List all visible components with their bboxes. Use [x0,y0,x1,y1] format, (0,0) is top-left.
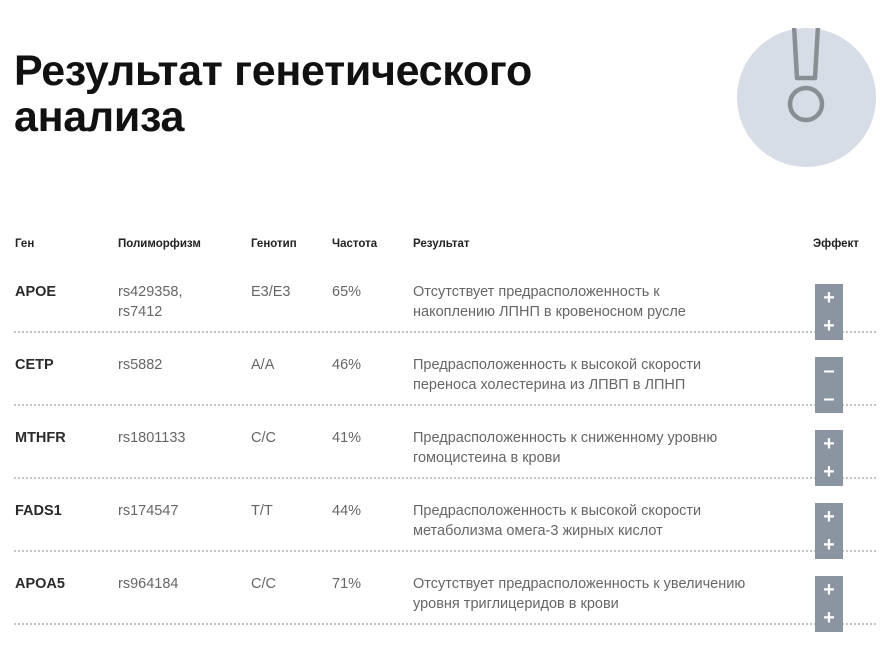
polymorphism-line: rs1801133 [118,430,186,446]
polymorphism [118,428,248,448]
header-genotype: Генотип [251,238,297,250]
genotype: T/T [251,503,273,519]
frequency: 41% [332,430,362,446]
result-line: накоплению ЛПНП в кровеносном русле [413,304,686,320]
header-gene: Ген [15,238,35,250]
table-row [14,552,876,629]
polymorphism [118,282,248,322]
result [413,355,813,395]
result [413,282,813,322]
results-table [14,230,876,629]
effect [815,576,876,632]
effect [815,357,876,413]
gene-name: CETP [15,357,54,373]
result-line: уровня триглицеридов в крови [413,596,619,612]
table-header [14,230,876,260]
effect-marker: + [815,503,843,531]
result-line: гомоцистеина в крови [413,450,561,466]
header-effect: Эффект [813,238,859,250]
result-line: Предрасположенность к сниженному уровню [413,430,718,446]
genotype: C/C [251,576,276,592]
attention-badge [737,28,876,167]
header-frequency: Частота [332,238,378,250]
result-line: переноса холестерина из ЛПВП в ЛПНП [413,377,686,393]
effect-marker: + [815,458,843,486]
polymorphism [118,574,248,594]
gene-name: MTHFR [15,430,66,446]
genotype: A/A [251,357,275,373]
effect-marker: – [815,357,843,385]
table-row [14,260,876,337]
polymorphism-line: rs964184 [118,576,179,592]
frequency: 44% [332,503,362,519]
gene-name: APOE [15,284,57,300]
result-line: Отсутствует предрасположенность к [413,284,660,300]
effect-marker: + [815,284,843,312]
exclamation-icon [737,28,876,167]
effect-marker: + [815,604,843,632]
gene-name: FADS1 [15,503,62,519]
effect-marker: + [815,576,843,604]
table-row [14,406,876,483]
result-line: Предрасположенность к высокой скорости [413,503,702,519]
polymorphism [118,501,248,521]
page-title-line1: Результат генетического [14,47,532,95]
frequency: 65% [332,284,362,300]
genotype: C/C [251,430,276,446]
effect-marker: + [815,430,843,458]
effect-marker: + [815,312,843,340]
polymorphism-line: rs174547 [118,503,179,519]
page-title [14,48,532,140]
frequency: 46% [332,357,362,373]
genotype: E3/E3 [251,284,291,300]
result [413,501,813,541]
result-line: Предрасположенность к высокой скорости [413,357,702,373]
effect-marker: – [815,385,843,413]
frequency: 71% [332,576,362,592]
header-result: Результат [413,238,470,250]
table-row [14,333,876,410]
gene-name: APOA5 [15,576,65,592]
polymorphism [118,355,248,375]
result-line: метаболизма омега-3 жирных кислот [413,523,663,539]
table-row [14,479,876,556]
polymorphism-line: rs429358, [118,284,183,300]
effect [815,503,876,559]
page-title-line2: анализа [14,93,185,141]
effect-marker: + [815,531,843,559]
polymorphism-line: rs7412 [118,304,163,320]
result [413,428,813,468]
header-polymorphism: Полиморфизм [118,238,201,250]
effect [815,430,876,486]
effect [815,284,876,340]
polymorphism-line: rs5882 [118,357,163,373]
result [413,574,813,614]
result-line: Отсутствует предрасположенность к увеличению [413,576,746,592]
